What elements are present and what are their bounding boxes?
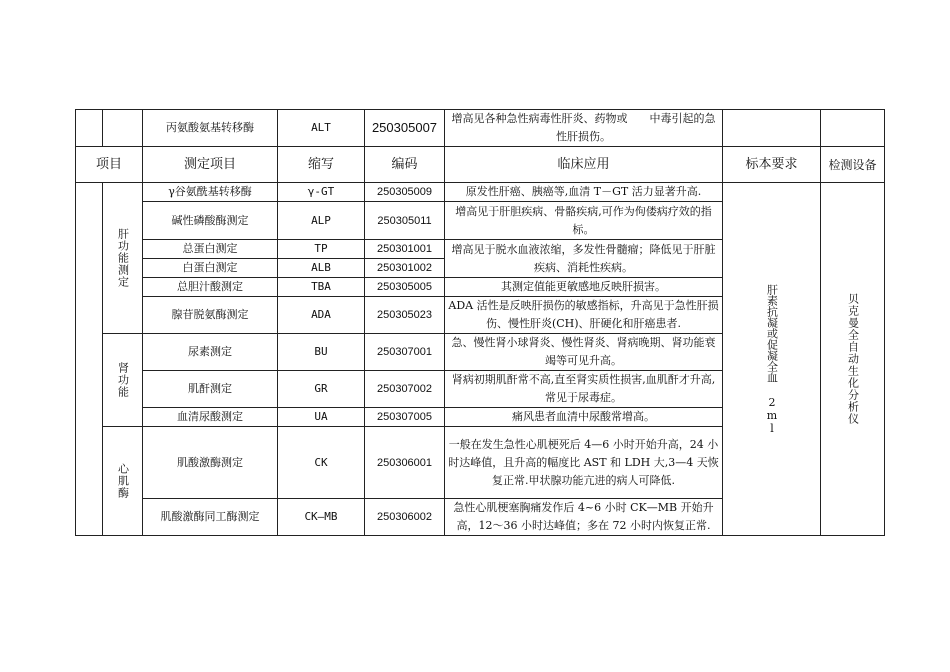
test-clinical: 原发性肝癌、胰癌等,血清 T－GT 活力显著升高. xyxy=(445,183,723,202)
group-heart: 心肌酶 xyxy=(103,427,143,536)
test-name: 总胆汁酸测定 xyxy=(143,278,278,297)
test-name: 白蛋白测定 xyxy=(143,259,278,278)
specimen-requirement: 肝素抗凝或促凝全血 2ml xyxy=(723,183,821,536)
empty-cell xyxy=(103,110,143,147)
test-abbr: CK—MB xyxy=(278,499,365,536)
test-clinical: 增高见各种急性病毒性肝炎、药物或 中毒引起的急性肝损伤。 xyxy=(445,110,723,147)
test-abbr: BU xyxy=(278,334,365,371)
test-clinical: 肾病初期肌酐常不高,直至肾实质性损害,血肌酐才升高,常见于尿毒症。 xyxy=(445,371,723,408)
test-clinical: 痛风患者血清中尿酸常增高。 xyxy=(445,408,723,427)
header-clinical: 临床应用 xyxy=(445,147,723,183)
test-abbr: CK xyxy=(278,427,365,499)
test-name: 肌酐测定 xyxy=(143,371,278,408)
lab-test-table xyxy=(75,109,885,536)
header-name: 测定项目 xyxy=(143,147,278,183)
test-code: 250306001 xyxy=(365,427,445,499)
header-code: 编码 xyxy=(365,147,445,183)
detection-device: 贝克曼全自动生化分析仪 xyxy=(821,183,885,536)
test-name: 血清尿酸测定 xyxy=(143,408,278,427)
group-liver: 肝功能测定 xyxy=(103,183,143,334)
header-abbr: 缩写 xyxy=(278,147,365,183)
test-clinical: 增高见于脱水血液浓缩，多发性骨髓瘤；降低见于肝脏疾病、消耗性疾病。 xyxy=(445,240,723,278)
test-clinical: 其测定值能更敏感地反映肝损害。 xyxy=(445,278,723,297)
test-code: 250307002 xyxy=(365,371,445,408)
test-code: 250305023 xyxy=(365,297,445,334)
test-name: 丙氨酸氨基转移酶 xyxy=(143,110,278,147)
test-code: 250306002 xyxy=(365,499,445,536)
test-name: 腺苷脱氨酶测定 xyxy=(143,297,278,334)
test-abbr: ADA xyxy=(278,297,365,334)
test-clinical: ADA 活性是反映肝损伤的敏感指标，升高见于急性肝损伤、慢性肝炎(CH)、肝硬化和肝癌患者. xyxy=(445,297,723,334)
test-abbr: GR xyxy=(278,371,365,408)
test-abbr: TP xyxy=(278,240,365,259)
header-device: 检测设备 xyxy=(821,147,885,183)
empty-cell xyxy=(821,110,885,147)
table-row xyxy=(76,183,885,202)
test-code: 250305011 xyxy=(365,202,445,240)
test-name: 尿素测定 xyxy=(143,334,278,371)
header-requirement: 标本要求 xyxy=(723,147,821,183)
test-code: 250301002 xyxy=(365,259,445,278)
left-margin-cell xyxy=(76,183,103,536)
empty-cell xyxy=(76,110,103,147)
test-abbr: TBA xyxy=(278,278,365,297)
test-clinical: 急性心肌梗塞胸痛发作后 4~6 小时 CK—MB 开始升高，12～36 小时达峰值；多在 72 小时内恢复正常. xyxy=(445,499,723,536)
test-name: 总蛋白测定 xyxy=(143,240,278,259)
test-name: 肌酸激酶同工酶测定 xyxy=(143,499,278,536)
test-abbr: UA xyxy=(278,408,365,427)
test-code: 250307001 xyxy=(365,334,445,371)
test-code: 250307005 xyxy=(365,408,445,427)
test-name: γ谷氨酰基转移酶 xyxy=(143,183,278,202)
test-code: 250301001 xyxy=(365,240,445,259)
test-code: 250305005 xyxy=(365,278,445,297)
test-code: 250305009 xyxy=(365,183,445,202)
header-category: 项目 xyxy=(76,147,143,183)
test-code: 250305007 xyxy=(365,110,445,147)
group-kidney: 肾功能 xyxy=(103,334,143,427)
test-abbr: ALT xyxy=(278,110,365,147)
test-abbr: γ-GT xyxy=(278,183,365,202)
test-name: 肌酸激酶测定 xyxy=(143,427,278,499)
table-header-row xyxy=(76,147,885,183)
empty-cell xyxy=(723,110,821,147)
test-clinical: 一般在发生急性心肌梗死后 4—6 小时开始升高，24 小时达峰值，且升高的幅度比 AST 和 LDH 大,3—4 天恢复正常.甲状腺功能亢进的病人可降低. xyxy=(445,427,723,499)
test-clinical: 增高见于肝胆疾病、骨骼疾病,可作为佝偻病疗效的指标。 xyxy=(445,202,723,240)
table-row xyxy=(76,110,885,147)
test-abbr: ALB xyxy=(278,259,365,278)
test-abbr: ALP xyxy=(278,202,365,240)
test-name: 碱性磷酸酶测定 xyxy=(143,202,278,240)
test-clinical: 急、慢性肾小球肾炎、慢性肾炎、肾病晚期、肾功能衰竭等可见升高。 xyxy=(445,334,723,371)
